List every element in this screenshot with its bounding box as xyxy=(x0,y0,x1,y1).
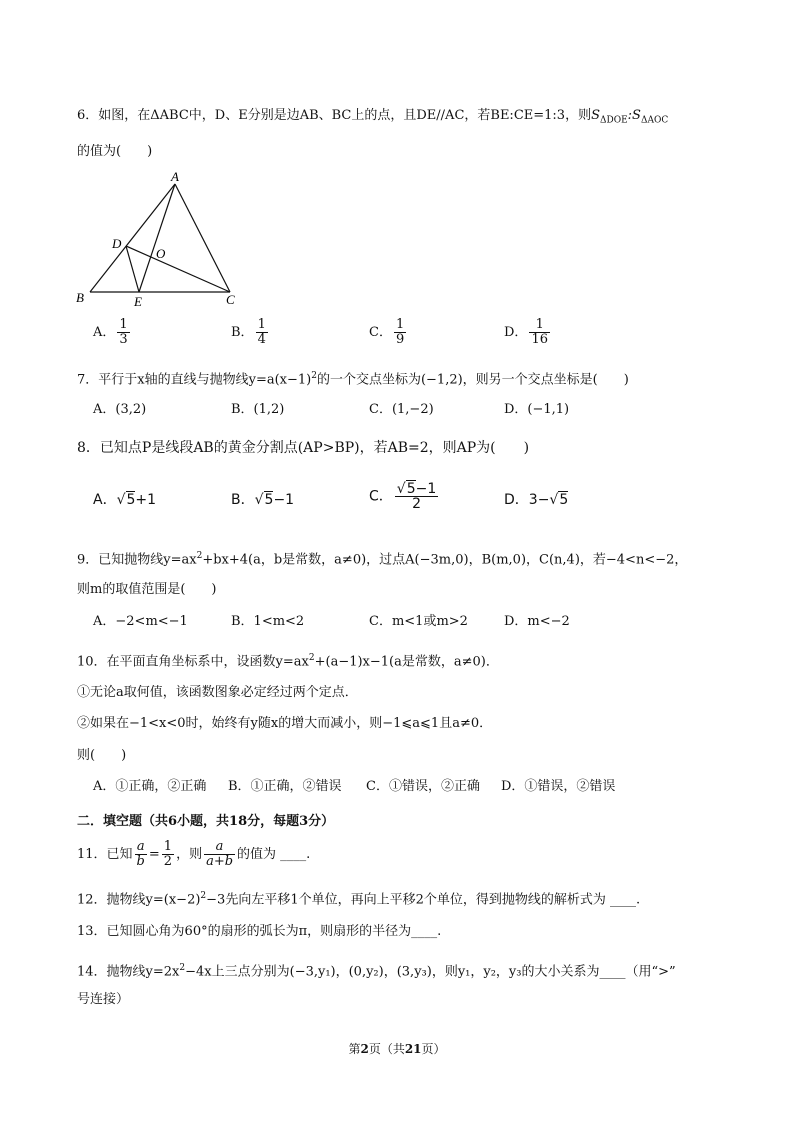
segment-ab xyxy=(90,184,175,292)
q8-option-a[interactable]: A．√5+1 xyxy=(93,492,157,508)
segment-de xyxy=(126,246,139,292)
q10-line1: 10．在平面直角坐标系中，设函数$y=ax^2+(a-1)x-1(a$是常数，a≠0)． xyxy=(77,653,499,670)
q9-option-c[interactable]: C．m<1或m>2 xyxy=(369,614,468,629)
label-b: B xyxy=(76,290,84,305)
q10-option-c[interactable]: C．①错误，②正确 xyxy=(366,779,480,794)
section-heading-fill-in: 二．填空题（共6小题，共18分，每题3分） xyxy=(77,814,335,829)
q9-line2: 则m的取值范围是( ) xyxy=(77,582,217,597)
q10-option-a[interactable]: A．①正确，②正确 xyxy=(93,779,207,794)
q13-stem: 13．已知圆心角为60°的扇形的弧长为π，则扇形的半径为____. xyxy=(77,924,442,939)
page-footer: 第2页（共21页） xyxy=(348,1042,446,1056)
segment-ae xyxy=(139,184,175,292)
q14-line2: 号连接） xyxy=(77,992,130,1007)
q7-option-c[interactable]: C．(1,−2) xyxy=(369,402,434,417)
q7-stem: 7．平行于x轴的直线与抛物线$y=a(x-1)^2$的一个交点坐标为(−1,2)，则另一个交点坐标是( ) xyxy=(77,371,629,388)
triangle-figure xyxy=(70,168,250,308)
label-o: O xyxy=(156,246,166,261)
page-number: 2 xyxy=(360,1042,369,1056)
q7-option-a[interactable]: A．(3,2) xyxy=(93,402,147,417)
q6-sub2: ΔAOC xyxy=(640,115,669,126)
q10-line2: ①无论a取何值，该函数图象必定经过两个定点． xyxy=(77,685,358,700)
q12-stem: 12．抛物线$y=(x-2)^2-3$先向左平移1个单位，再向上平移2个单位，得到抛物线的解析式为 ____. xyxy=(77,891,641,908)
q6-text: 6．如图，在ΔABC中，D、E分别是边AB、BC上的点，且DE//AC，若BE:CE=1:3，则 xyxy=(77,108,592,123)
q8-stem: 8．已知点P是线段AB的黄金分割点(AP>BP)，若AB=2，则AP为( ) xyxy=(77,440,530,456)
label-e: E xyxy=(134,294,142,308)
q6-line1 xyxy=(77,106,668,131)
q10-option-b[interactable]: B．①正确，②错误 xyxy=(228,779,342,794)
page-total: 21 xyxy=(404,1042,422,1056)
q6-line2 xyxy=(77,142,152,162)
q7-option-b[interactable]: B．(1,2) xyxy=(231,402,285,417)
q6-text-b: 的值为( ) xyxy=(77,144,153,159)
q9-option-b[interactable]: B．1<m<2 xyxy=(231,614,305,629)
q8-option-b[interactable]: B．√5−1 xyxy=(231,492,295,508)
q9-option-d[interactable]: D．m<−2 xyxy=(504,614,570,629)
q6-option-c[interactable]: C． $\frac{1}{9}$ xyxy=(369,317,405,347)
q6-sub1: ΔDOE xyxy=(599,115,628,126)
q6-option-d[interactable]: D． $\frac{1}{16}$ xyxy=(504,317,548,347)
q6-option-a[interactable]: A． $\frac{1}{3}$ xyxy=(93,317,128,347)
q9-option-a[interactable]: A．−2<m<−1 xyxy=(93,614,188,629)
q7-option-d[interactable]: D．(−1,1) xyxy=(504,402,570,417)
q14-line1: 14．抛物线$y=2x^2-4x$上三点分别为(−3,y₁)，(0,y₂)，(3,y₃)，则y₁，y₂，y₃的大小关系为____（用“>” xyxy=(77,963,676,980)
label-c: C xyxy=(226,292,235,307)
q8-option-d[interactable]: D．3−√5 xyxy=(504,492,569,508)
q6-option-b[interactable]: B． $\frac{1}{4}$ xyxy=(231,317,266,347)
segment-ac xyxy=(175,184,230,292)
q8-option-c[interactable]: C． $\frac{√5-1}{2}$ xyxy=(369,481,437,512)
label-a: A xyxy=(171,169,179,184)
q11-stem: 11．已知 $\frac{a}{b}$ = $\frac{1}{2}$ ，则 $\frac{a}{a+b}$ 的值为 ____. xyxy=(77,839,311,869)
q10-line3: ②如果在−1<x<0时，始终有y随x的增大而减小，则−1⩽a⩽1且a≠0． xyxy=(77,716,493,731)
label-d: D xyxy=(112,236,122,251)
q10-option-d[interactable]: D．①错误，②错误 xyxy=(501,779,616,794)
q6-colon: :S xyxy=(627,108,641,123)
q10-line4: 则( ) xyxy=(77,748,127,763)
q9-line1: 9．已知抛物线$y=ax^2+bx+4(a$，b是常数，a≠0)，过点A(−3m,0)，B(m,0)，C(n,4)，若−4<n<−2， xyxy=(77,551,688,568)
q6-area-s1: S xyxy=(591,108,600,123)
